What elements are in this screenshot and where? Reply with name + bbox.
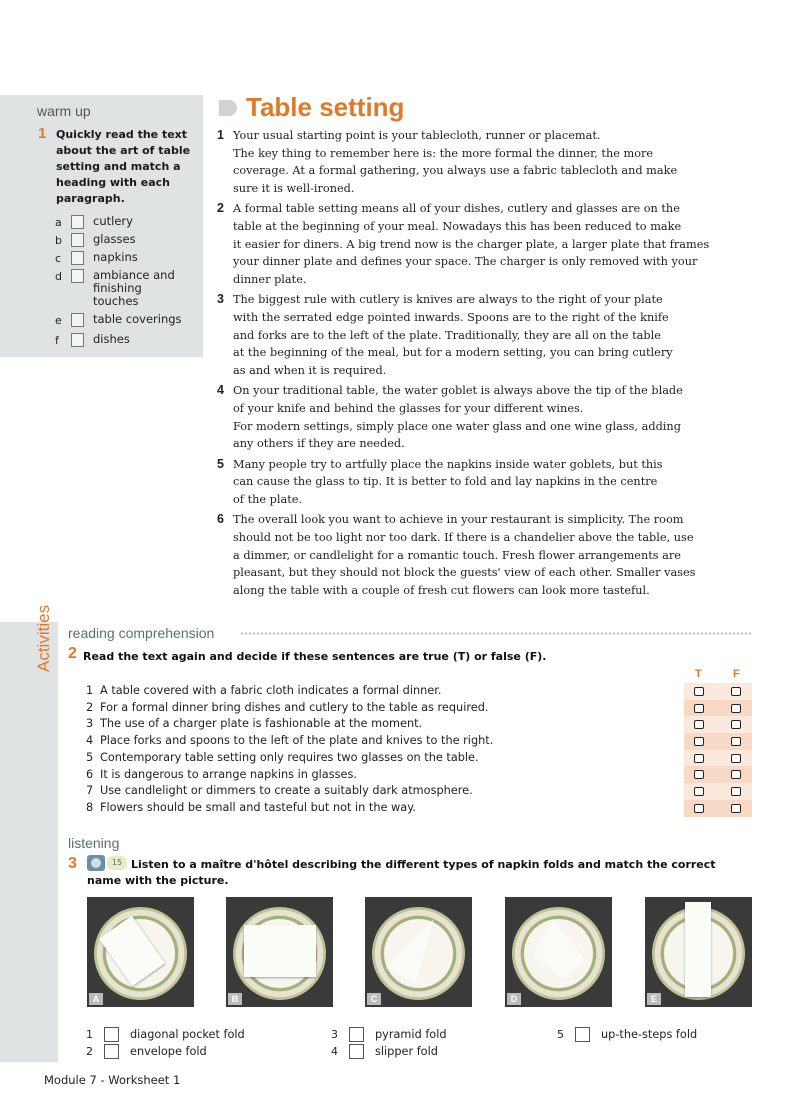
fold-answer-box[interactable] [104,1044,119,1059]
true-false-row [684,783,752,800]
statement-text: Contemporary table setting only requires two glasses on the table. [100,750,479,764]
paragraph-number: 3 [217,292,224,307]
true-checkbox[interactable] [694,704,704,713]
heading-label: napkins [93,250,138,264]
paragraph-line: dinner plate. [233,272,307,286]
false-checkbox[interactable] [731,737,741,746]
heading-item [55,333,200,348]
picture-letter: C [367,993,381,1005]
exercise-number: 2 [68,645,77,662]
true-false-row [684,766,752,783]
false-checkbox[interactable] [731,704,741,713]
statement-item [86,716,676,733]
false-checkbox[interactable] [731,770,741,779]
fold-answer-box[interactable] [349,1044,364,1059]
statement-number: 1 [86,684,94,697]
statement-item [86,800,676,817]
warmup-title: warm up [37,103,91,119]
heading-letter: a [55,216,62,229]
true-checkbox[interactable] [694,804,704,813]
statement-text: Use candlelight or dimmers to create a suitably dark atmosphere. [100,784,473,798]
statement-number: 5 [86,750,94,764]
paragraph-number: 5 [217,456,224,471]
article-paragraph [217,382,762,452]
false-checkbox[interactable] [731,754,741,763]
fold-number: 1 [86,1028,93,1041]
true-checkbox[interactable] [694,770,704,779]
answer-box[interactable] [71,269,84,283]
fold-number: 4 [331,1045,338,1058]
statement-item [86,733,676,750]
paragraph-number: 4 [217,383,224,398]
statement-item [86,767,676,784]
heading-label: cutlery [93,214,133,228]
paragraph-number: 2 [217,201,224,216]
paragraph-line: can cause the glass to tip. It is better to fold and lay napkins in the centre [233,475,658,489]
answer-box[interactable] [71,215,84,229]
true-checkbox[interactable] [694,687,704,696]
title-marker [219,100,237,116]
exercise-instruction: Read the text again and decide if these sentences are true (T) or false (F). [83,650,547,663]
article-paragraph [217,200,762,288]
napkin-picture-d [505,897,612,1007]
paragraph-line: pleasant, but they should not block the guests' view of each other. Smaller vases [233,566,696,580]
activities-band [0,622,58,1062]
heading-label: ambiance and finishing touches [93,268,175,308]
article-paragraph [217,511,762,599]
fold-number: 2 [86,1045,93,1058]
heading-item [55,313,200,328]
paragraph-line: Many people try to artfully place the napkins inside water goblets, but this [233,457,663,471]
paragraph-line: as and when it is required. [233,363,387,377]
article-paragraph [217,291,762,379]
listening-heading: listening [68,835,120,851]
article-paragraph [217,127,762,197]
audio-cd-icon[interactable] [87,855,105,871]
true-false-row [684,683,752,700]
heading-item [55,215,200,230]
fold-name: slipper fold [375,1045,438,1058]
paragraph-line: On your traditional table, the water goblet is always above the tip of the blade [233,384,683,398]
heading-letter: c [55,252,62,265]
statement-item [86,700,676,717]
napkin-picture-b [226,897,333,1007]
warmup-instruction: Quickly read the text about the art of table setting and match a heading with each paragraph. [56,128,191,205]
fold-answer-box[interactable] [104,1027,119,1042]
true-checkbox[interactable] [694,787,704,796]
statement-text: The use of a charger plate is fashionable at the moment. [100,717,423,731]
heading-label: glasses [93,232,136,246]
page-title: Table setting [246,92,405,122]
heading-item [55,233,200,248]
statement-text: Flowers should be small and tasteful but not in the way. [100,800,416,814]
answer-box[interactable] [71,233,84,247]
napkin-picture-c [365,897,472,1007]
paragraph-line: coverage. At a formal gathering, you always use a fabric tablecloth and make [233,164,678,178]
heading-letter: e [55,314,62,327]
fold-name: up-the-steps fold [601,1028,698,1041]
heading-list [55,215,200,351]
false-checkbox[interactable] [731,804,741,813]
statement-number: 8 [86,800,94,814]
picture-letter: E [647,993,661,1005]
paragraph-line: at the beginning of the meal, but for a modern setting, you can bring cutlery [233,346,673,360]
paragraph-line: A formal table setting means all of your dishes, cutlery and glasses are on the [233,202,680,216]
true-checkbox[interactable] [694,737,704,746]
activities-label: Activities [34,604,53,672]
paragraph-line: The overall look you want to achieve in your restaurant is simplicity. The room [233,513,684,527]
heading-item [55,269,200,308]
statement-item [86,783,676,800]
article-body [217,127,762,602]
napkin-picture-a [87,897,194,1007]
paragraph-line: sure it is well-ironed. [233,181,355,195]
article-paragraph [217,456,762,509]
fold-name: envelope fold [130,1045,207,1058]
true-checkbox[interactable] [694,754,704,763]
paragraph-line: with the serrated edge pointed inwards. Spoons are to the right of the knife [233,310,669,324]
statement-number: 7 [86,784,94,798]
statement-number: 6 [86,767,94,781]
paragraph-line: it easier for diners. A big trend now is the charger plate, a larger plate that frames [233,237,710,251]
warmup-panel [0,95,203,357]
exercise-instruction: Listen to a maître d'hôtel describing the different types of napkin folds and match the correct [131,858,716,871]
paragraph-line: of your knife and behind the glasses for your different wines. [233,401,584,415]
statement-text: It is dangerous to arrange napkins in glasses. [100,767,357,781]
heading-label: table coverings [93,312,182,326]
true-false-grid [684,683,752,817]
true-false-row [684,716,752,733]
false-checkbox[interactable] [731,787,741,796]
false-checkbox[interactable] [731,720,741,729]
statement-number: 2 [86,700,94,714]
fold-number: 5 [557,1028,564,1041]
exercise-number: 3 [68,855,77,872]
picture-letter: D [507,993,521,1005]
false-column-header: F [733,668,740,680]
true-false-row [684,800,752,817]
paragraph-line: your dinner plate and defines your space. The charger is only removed with your [233,255,698,269]
statement-text: Place forks and spoons to the left of the plate and knives to the right. [100,734,494,748]
fold-name: pyramid fold [375,1028,447,1041]
paragraph-number: 1 [217,128,224,142]
statement-text: A table covered with a fabric cloth indicates a formal dinner. [100,684,442,697]
statement-number: 4 [86,734,94,748]
paragraph-line: For modern settings, simply place one water glass and one wine glass, adding [233,419,681,433]
page-footer: Module 7 - Worksheet 1 [44,1073,181,1087]
warmup-exercise-number: 1 [38,125,47,142]
exercise-instruction-cont: name with the picture. [87,874,229,887]
napkin-image [244,925,316,977]
paragraph-number: 6 [217,512,224,527]
true-column-header: T [695,668,702,680]
paragraph-line: any others if they are needed. [233,437,405,451]
true-checkbox[interactable] [694,720,704,729]
reading-comprehension-heading: reading comprehension [68,625,215,641]
heading-letter: b [55,234,62,247]
fold-answer-box[interactable] [349,1027,364,1042]
paragraph-line: The biggest rule with cutlery is knives are always to the right of your plate [233,293,663,307]
paragraph-line: The key thing to remember here is: the more formal the dinner, the more [233,146,654,160]
fold-answer-box[interactable] [575,1027,590,1042]
picture-letter: A [89,993,103,1005]
section-divider [240,631,752,636]
statement-list [86,683,676,817]
true-false-row [684,700,752,717]
paragraph-line: Your usual starting point is your tablecloth, runner or placemat. [233,129,601,142]
heading-letter: f [55,334,59,347]
track-number: 15 [107,856,127,870]
answer-box[interactable] [71,333,84,347]
answer-box[interactable] [71,313,84,327]
statement-item [86,750,676,767]
true-false-row [684,750,752,767]
fold-name: diagonal pocket fold [130,1028,245,1041]
paragraph-line: a dimmer, or candlelight for a romantic touch. Fresh flower arrangements are [233,548,681,562]
heading-item [55,251,200,266]
napkin-picture-e [645,897,752,1007]
heading-label: dishes [93,332,130,346]
true-false-row [684,733,752,750]
napkin-image [685,902,711,997]
paragraph-line: along the table with a couple of fresh cut flowers can look more tasteful. [233,583,650,597]
answer-box[interactable] [71,251,84,265]
paragraph-line: of the plate. [233,492,303,506]
statement-text: For a formal dinner bring dishes and cutlery to the table as required. [100,700,489,714]
false-checkbox[interactable] [731,687,741,696]
paragraph-line: should not be too light nor too dark. If there is a chandelier above the table, use [233,531,694,545]
paragraph-line: table at the beginning of your meal. Nowadays this has been reduced to make [233,219,682,233]
heading-letter: d [55,270,62,283]
paragraph-line: and forks are to the left of the plate. Traditionally, they are all on the table [233,328,661,342]
picture-letter: B [228,993,242,1005]
statement-item [86,683,676,700]
fold-number: 3 [331,1028,338,1041]
statement-number: 3 [86,717,94,731]
